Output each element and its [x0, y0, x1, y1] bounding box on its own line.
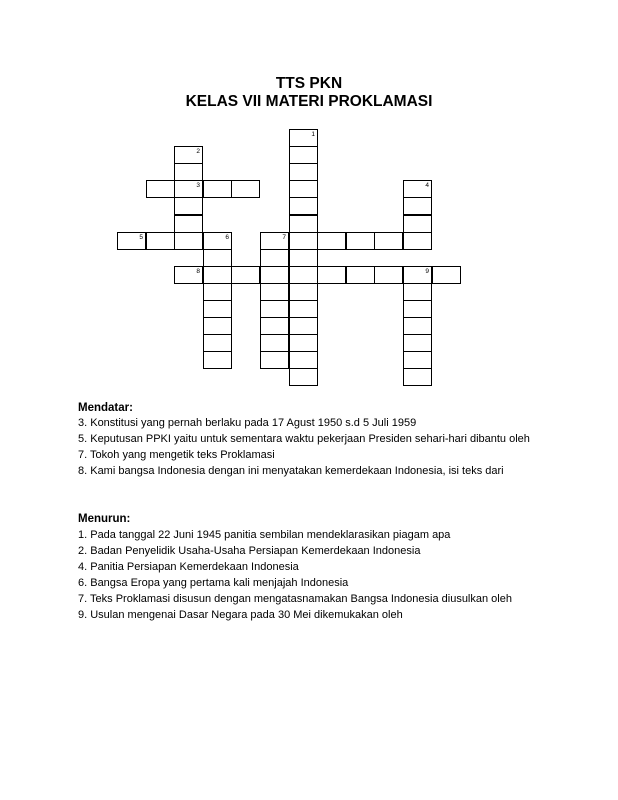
- down-clue-1: 1. Pada tanggal 22 Juni 1945 panitia sembilan mendeklarasikan piagam apa: [78, 529, 451, 541]
- grid-cell: [403, 266, 432, 284]
- grid-cell: [289, 368, 318, 386]
- grid-cell: [146, 180, 175, 198]
- grid-cell: [374, 232, 403, 250]
- grid-cell: [231, 266, 260, 284]
- clue-number: 2: [196, 148, 200, 155]
- grid-cell: [403, 334, 432, 352]
- grid-cell: [403, 232, 432, 250]
- grid-cell: [203, 249, 232, 267]
- grid-cell: [289, 300, 318, 318]
- grid-cell: [346, 266, 375, 284]
- grid-cell: [346, 232, 375, 250]
- across-clue-5: 5. Keputusan PPKI yaitu untuk sementara waktu pekerjaan Presiden sehari-hari dibantu oleh: [78, 433, 530, 445]
- grid-cell: [260, 249, 289, 267]
- grid-cell: [260, 300, 289, 318]
- grid-cell: [289, 197, 318, 215]
- grid-cell: [231, 180, 260, 198]
- clue-number: 6: [225, 234, 229, 241]
- grid-cell: [260, 334, 289, 352]
- grid-cell: [117, 232, 146, 250]
- grid-cell: [174, 215, 203, 233]
- grid-cell: [289, 232, 318, 250]
- grid-cell: [403, 283, 432, 301]
- grid-cell: [289, 283, 318, 301]
- grid-cell: [260, 283, 289, 301]
- down-clue-2: 2. Badan Penyelidik Usaha-Usaha Persiapan Kemerdekaan Indonesia: [78, 545, 421, 557]
- grid-cell: [432, 266, 461, 284]
- grid-cell: [289, 129, 318, 147]
- page-title: TTS PKN: [275, 75, 343, 92]
- grid-cell: [317, 232, 346, 250]
- down-clue-4: 4. Panitia Persiapan Kemerdekaan Indonesia: [78, 561, 299, 573]
- grid-cell: [374, 266, 403, 284]
- grid-cell: [289, 351, 318, 369]
- grid-cell: [289, 317, 318, 335]
- grid-cell: [203, 180, 232, 198]
- grid-cell: [174, 197, 203, 215]
- across-clue-7: 7. Tokoh yang mengetik teks Proklamasi: [78, 449, 275, 461]
- grid-cell: [203, 334, 232, 352]
- grid-cell: [317, 266, 346, 284]
- grid-cell: [289, 266, 318, 284]
- down-clue-7: 7. Teks Proklamasi disusun dengan mengatasnamakan Bangsa Indonesia diusulkan oleh: [78, 593, 512, 605]
- grid-cell: [174, 163, 203, 181]
- grid-cell: [203, 351, 232, 369]
- grid-cell: [260, 232, 289, 250]
- grid-cell: [403, 317, 432, 335]
- grid-cell: [146, 232, 175, 250]
- grid-cell: [403, 351, 432, 369]
- grid-cell: [403, 368, 432, 386]
- grid-cell: [174, 232, 203, 250]
- grid-cell: [203, 317, 232, 335]
- down-clue-6: 6. Bangsa Eropa yang pertama kali menjajah Indonesia: [78, 577, 349, 589]
- grid-cell: [403, 300, 432, 318]
- down-heading: Menurun:: [78, 513, 131, 525]
- grid-cell: [174, 266, 203, 284]
- grid-cell: [289, 146, 318, 164]
- clue-number: 4: [425, 182, 429, 189]
- grid-cell: [203, 266, 232, 284]
- grid-cell: [203, 300, 232, 318]
- page-subtitle: KELAS VII MATERI PROKLAMASI: [185, 93, 433, 110]
- grid-cell: [289, 249, 318, 267]
- grid-cell: [260, 317, 289, 335]
- across-clue-3: 3. Konstitusi yang pernah berlaku pada 17 Agust 1950 s.d 5 Juli 1959: [78, 417, 417, 429]
- grid-cell: [174, 180, 203, 198]
- across-heading: Mendatar:: [78, 402, 133, 414]
- down-clue-9: 9. Usulan mengenai Dasar Negara pada 30 Mei dikemukakan oleh: [78, 609, 403, 621]
- grid-cell: [403, 197, 432, 215]
- across-clue-8: 8. Kami bangsa Indonesia dengan ini menyatakan kemerdekaan Indonesia, isi teks dari: [78, 465, 504, 477]
- grid-cell: [289, 180, 318, 198]
- grid-cell: [403, 215, 432, 233]
- clue-number: 9: [425, 268, 429, 275]
- grid-cell: [203, 283, 232, 301]
- grid-cell: [203, 232, 232, 250]
- grid-cell: [289, 215, 318, 233]
- grid-cell: [174, 146, 203, 164]
- grid-cell: [260, 266, 289, 284]
- grid-cell: [289, 163, 318, 181]
- grid-cell: [403, 180, 432, 198]
- clue-number: 5: [139, 234, 143, 241]
- clue-number: 7: [282, 234, 286, 241]
- clue-number: 3: [196, 182, 200, 189]
- clue-number: 1: [311, 131, 315, 138]
- clue-number: 8: [196, 268, 200, 275]
- grid-cell: [260, 351, 289, 369]
- grid-cell: [289, 334, 318, 352]
